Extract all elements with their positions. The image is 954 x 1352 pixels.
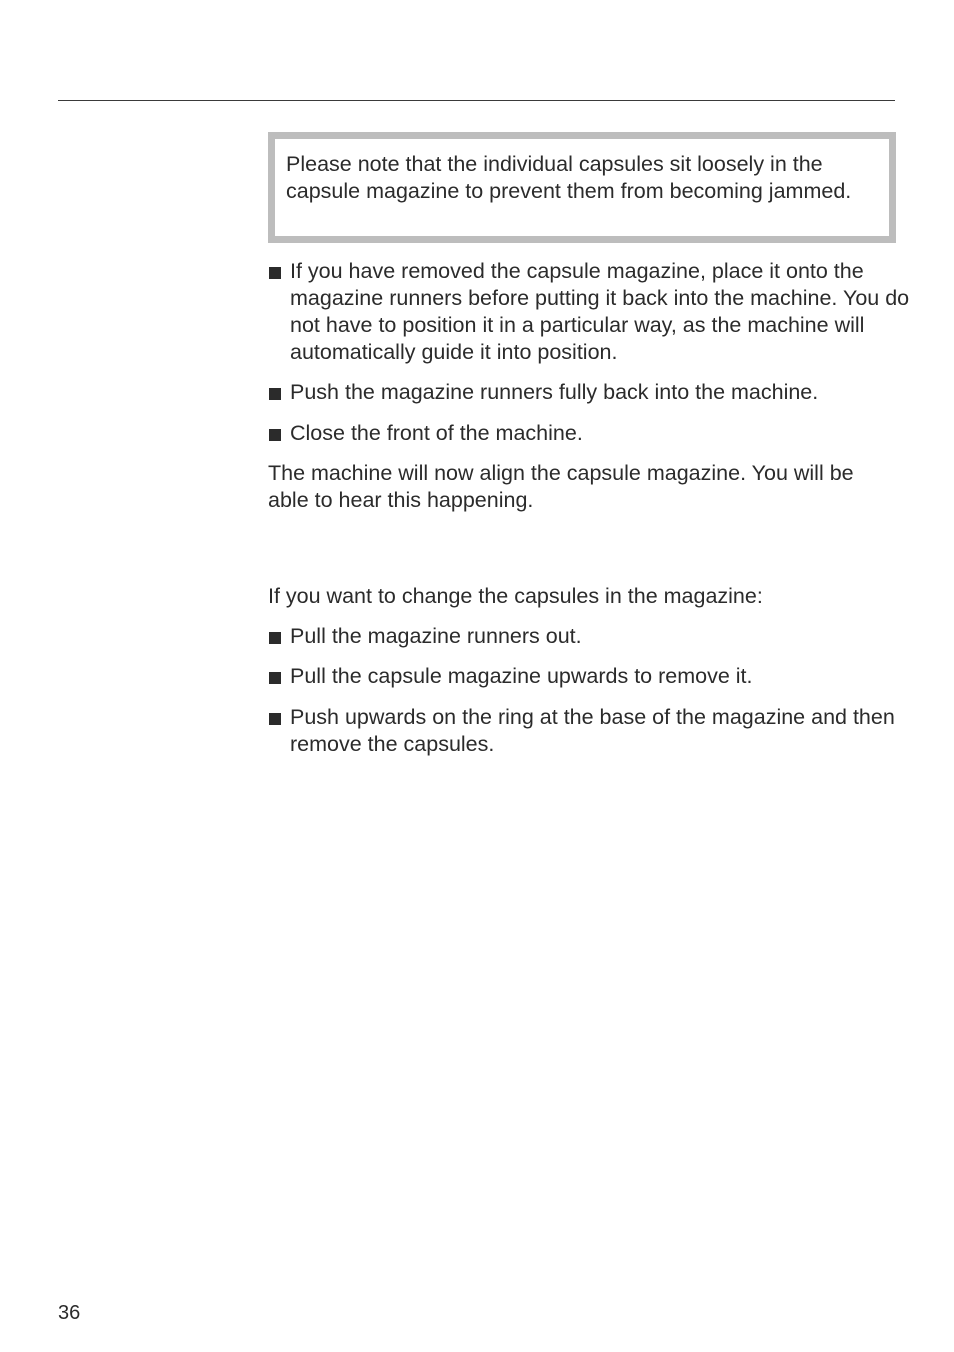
step-text: Pull the capsule magazine upwards to remove it. [290,664,753,688]
closing-paragraph: The machine will now align the capsule magazine. You will be able to hear this happening. [268,461,854,512]
header-rule [58,100,895,101]
step-text: Push the magazine runners fully back into the machine. [290,380,819,404]
step-1-3 [268,420,916,447]
step-text: Close the front of the machine. [290,421,583,445]
page-number: 36 [58,1302,81,1324]
note-text: Please note that the individual capsules sit loosely in the capsule magazine to prevent them from becoming jammed. [286,152,852,204]
step-2-1 [268,623,916,650]
step-1-2 [268,379,916,406]
bullet-square-icon [269,267,281,279]
step-2-3 [268,704,916,758]
step-text: Pull the magazine runners out. [290,624,582,648]
step-text: Push upwards on the ring at the base of the magazine and then remove the capsules. [290,705,895,756]
bullet-square-icon [269,632,281,644]
intro-paragraph: If you want to change the capsules in the magazine: [268,584,763,608]
bullet-square-icon [269,429,281,441]
bullet-square-icon [269,713,281,725]
note-box [268,132,896,243]
bullet-square-icon [269,672,281,684]
step-1-1 [268,258,916,366]
step-text: If you have removed the capsule magazine, place it onto the magazine runners before putting it back into the machine. You do not have to position it in a particular way, as the machine will automatically guide it into position. [290,259,910,364]
step-2-2 [268,663,916,690]
bullet-square-icon [269,388,281,400]
